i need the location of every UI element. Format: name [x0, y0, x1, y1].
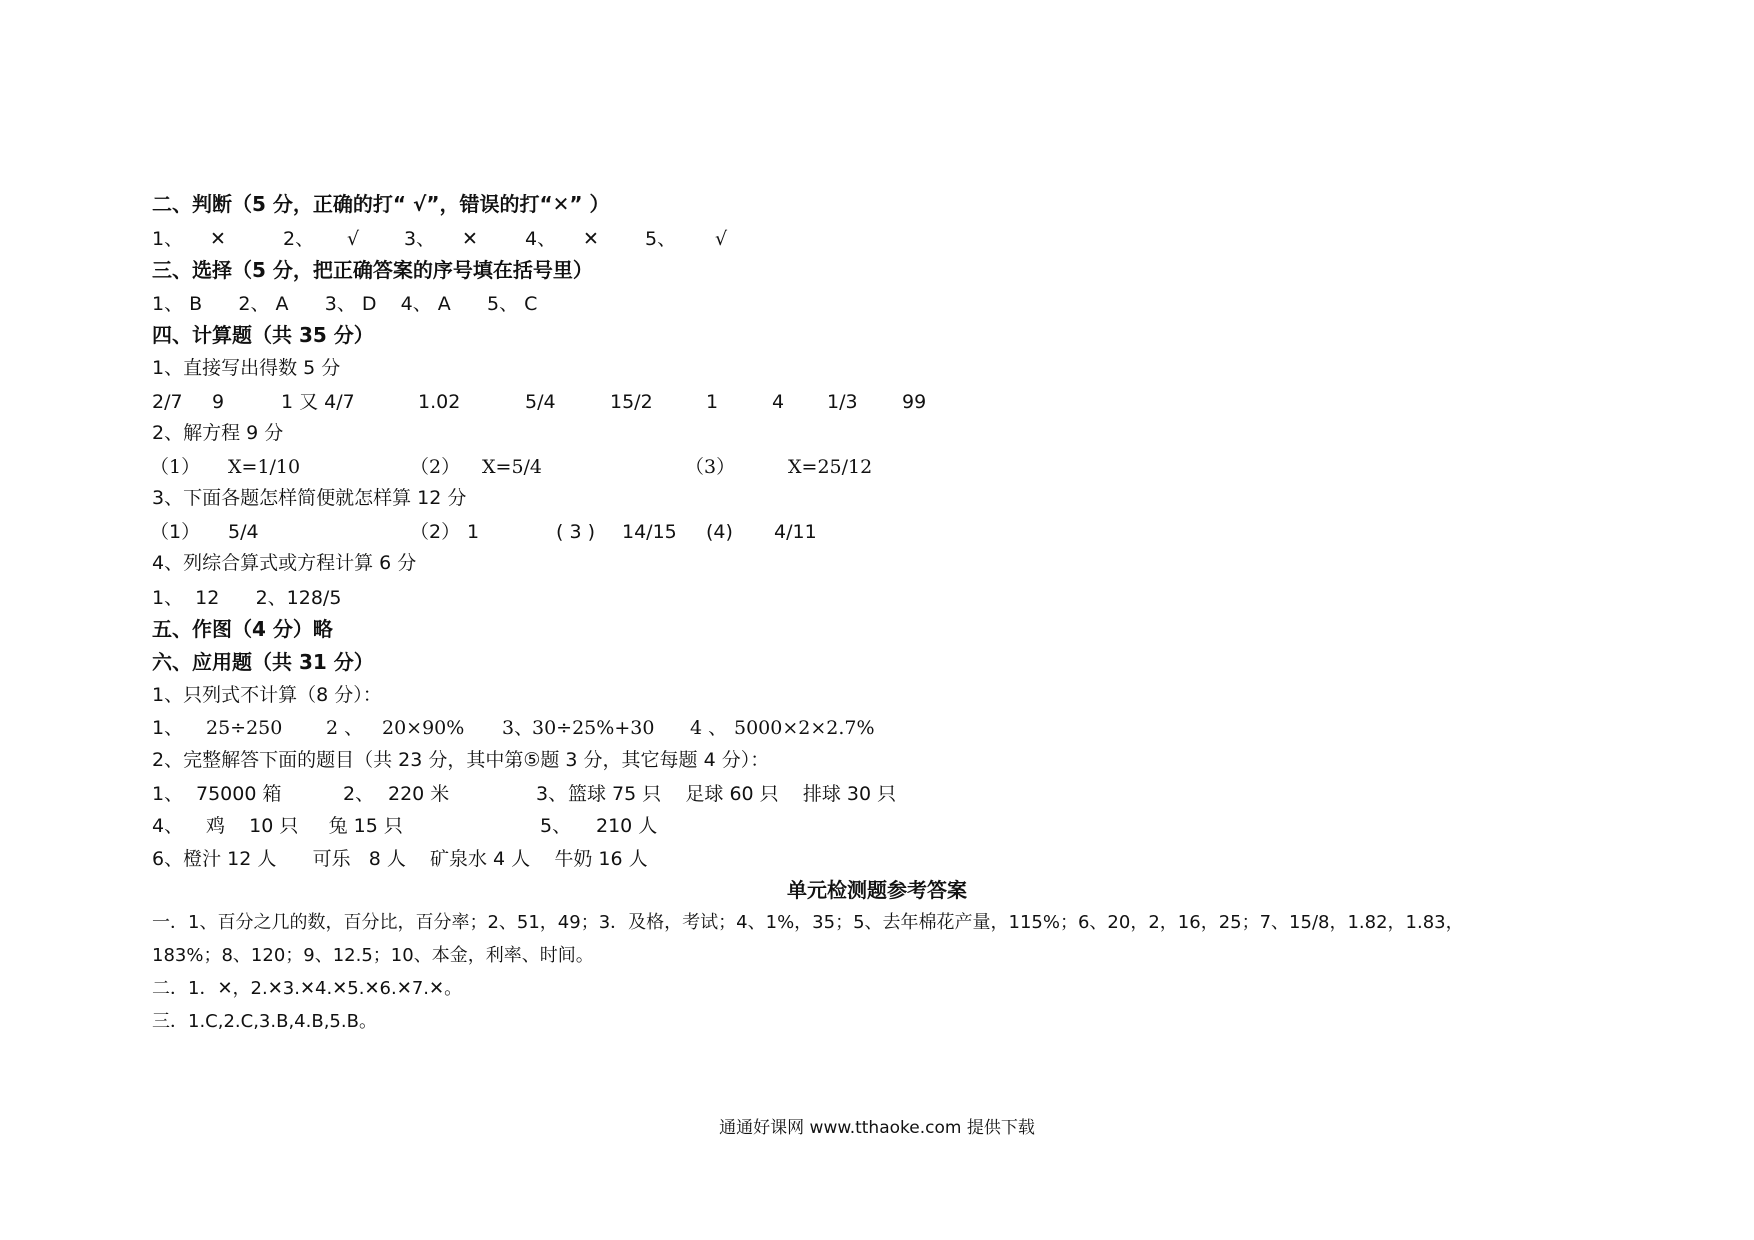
calc-q1-answer: 15/2 — [610, 391, 653, 413]
calc-q1-answer: 1 — [706, 391, 719, 413]
judge-val-2: √ — [347, 228, 360, 250]
section-heading-application: 六、应用题（共 31 分） — [152, 650, 374, 674]
calc-q1-answer: 1 又 4/7 — [281, 391, 355, 413]
calc-q3-title: 3、下面各题怎样简便就怎样算 12 分 — [152, 487, 467, 509]
judge-val-3: ✕ — [462, 228, 478, 250]
app-q1-num: 3、 — [502, 717, 534, 739]
app-q1-val: 20×90% — [382, 717, 465, 739]
app-q2-num: 4、 — [152, 815, 184, 837]
judge-num-4: 4、 — [525, 228, 557, 250]
calc-q3-num: （2） — [410, 521, 461, 543]
judge-num-2: 2、 — [283, 228, 315, 250]
app-q2-val: 篮球 75 只 足球 60 只 排球 30 只 — [568, 783, 897, 805]
judge-num-5: 5、 — [645, 228, 677, 250]
calc-q3-val: 4/11 — [774, 521, 817, 543]
calc-q1-answer: 9 — [212, 391, 225, 413]
footer-credit: 通通好课网 www.tthaoke.com 提供下载 — [719, 1118, 1035, 1138]
app-q1-title: 1、只列式不计算（8 分）： — [152, 684, 382, 706]
calc-q2-val: X=1/10 — [228, 456, 301, 478]
app-q2-val: 210 人 — [596, 815, 658, 837]
calc-q3-num: ( 3 ) — [556, 521, 595, 543]
calc-q1-answer: 99 — [902, 391, 927, 413]
reference-line-2: 183%；8、120；9、12.5；10、本金，利率、时间。 — [152, 945, 594, 966]
choice-answers: 1、 B 2、 A 3、 D 4、 A 5、 C — [152, 293, 538, 315]
section-heading-judge: 二、判断（5 分，正确的打“ √”，错误的打“✕” ） — [152, 192, 610, 216]
calc-q2-val: X=5/4 — [482, 456, 543, 478]
app-q1-num: 4 、 — [690, 717, 728, 739]
app-q1-val: 5000×2×2.7% — [734, 717, 875, 739]
calc-q4-answers: 1、 12 2、128/5 — [152, 587, 342, 609]
reference-line-3: 二．1．✕，2.✕3.✕4.✕5.✕6.✕7.✕。 — [152, 978, 463, 999]
calc-q3-val: 14/15 — [622, 521, 677, 543]
judge-val-1: ✕ — [210, 228, 226, 250]
section-heading-drawing: 五、作图（4 分）略 — [152, 617, 333, 641]
calc-q1-answer: 5/4 — [525, 391, 556, 413]
app-q2-line3: 6、橙汁 12 人 可乐 8 人 矿泉水 4 人 牛奶 16 人 — [152, 848, 648, 870]
section-heading-calc: 四、计算题（共 35 分） — [152, 323, 374, 347]
calc-q3-num: （1） — [150, 521, 201, 543]
judge-val-5: √ — [715, 228, 728, 250]
calc-q1-answer: 4 — [772, 391, 785, 413]
calc-q3-num: (4) — [706, 521, 733, 543]
calc-q2-title: 2、解方程 9 分 — [152, 422, 284, 444]
reference-line-4: 三．1.C,2.C,3.B,4.B,5.B。 — [152, 1011, 377, 1032]
calc-q4-title: 4、列综合算式或方程计算 6 分 — [152, 552, 417, 574]
calc-q2-val: X=25/12 — [788, 456, 873, 478]
judge-val-4: ✕ — [583, 228, 599, 250]
app-q2-title: 2、完整解答下面的题目（共 23 分，其中第⑤题 3 分，其它每题 4 分）： — [152, 749, 770, 771]
app-q1-num: 2 、 — [326, 717, 364, 739]
calc-q1-answer: 1.02 — [418, 391, 461, 413]
judge-num-3: 3、 — [404, 228, 436, 250]
calc-q3-val: 1 — [467, 521, 480, 543]
app-q2-num: 2、 — [343, 783, 375, 805]
app-q2-num: 5、 — [540, 815, 572, 837]
app-q2-val: 鸡 10 只 兔 15 只 — [206, 815, 403, 837]
calc-q1-title: 1、直接写出得数 5 分 — [152, 357, 341, 379]
calc-q1-answer: 2/7 — [152, 391, 183, 413]
app-q1-num: 1、 — [152, 717, 184, 739]
calc-q2-num: （2） — [410, 456, 461, 478]
reference-line-1: 一．1、百分之几的数，百分比，百分率；2、51，49；3．及格，考试；4、1%，35；5、去年棉花产量，115%；6、20，2，16，25；7、15/8，1.82，1.83， — [152, 912, 1464, 933]
app-q2-val: 220 米 — [388, 783, 450, 805]
calc-q1-answer: 1/3 — [827, 391, 858, 413]
section-heading-choice: 三、选择（5 分，把正确答案的序号填在括号里） — [152, 258, 593, 282]
app-q2-num: 3、 — [536, 783, 568, 805]
calc-q2-num: （3） — [685, 456, 736, 478]
calc-q3-val: 5/4 — [228, 521, 259, 543]
reference-title: 单元检测题参考答案 — [787, 878, 967, 902]
app-q1-val: 30÷25%+30 — [532, 717, 655, 739]
calc-q2-num: （1） — [150, 456, 201, 478]
app-q2-val: 75000 箱 — [196, 783, 282, 805]
judge-num-1: 1、 — [152, 228, 184, 250]
app-q2-num: 1、 — [152, 783, 184, 805]
app-q1-val: 25÷250 — [206, 717, 283, 739]
